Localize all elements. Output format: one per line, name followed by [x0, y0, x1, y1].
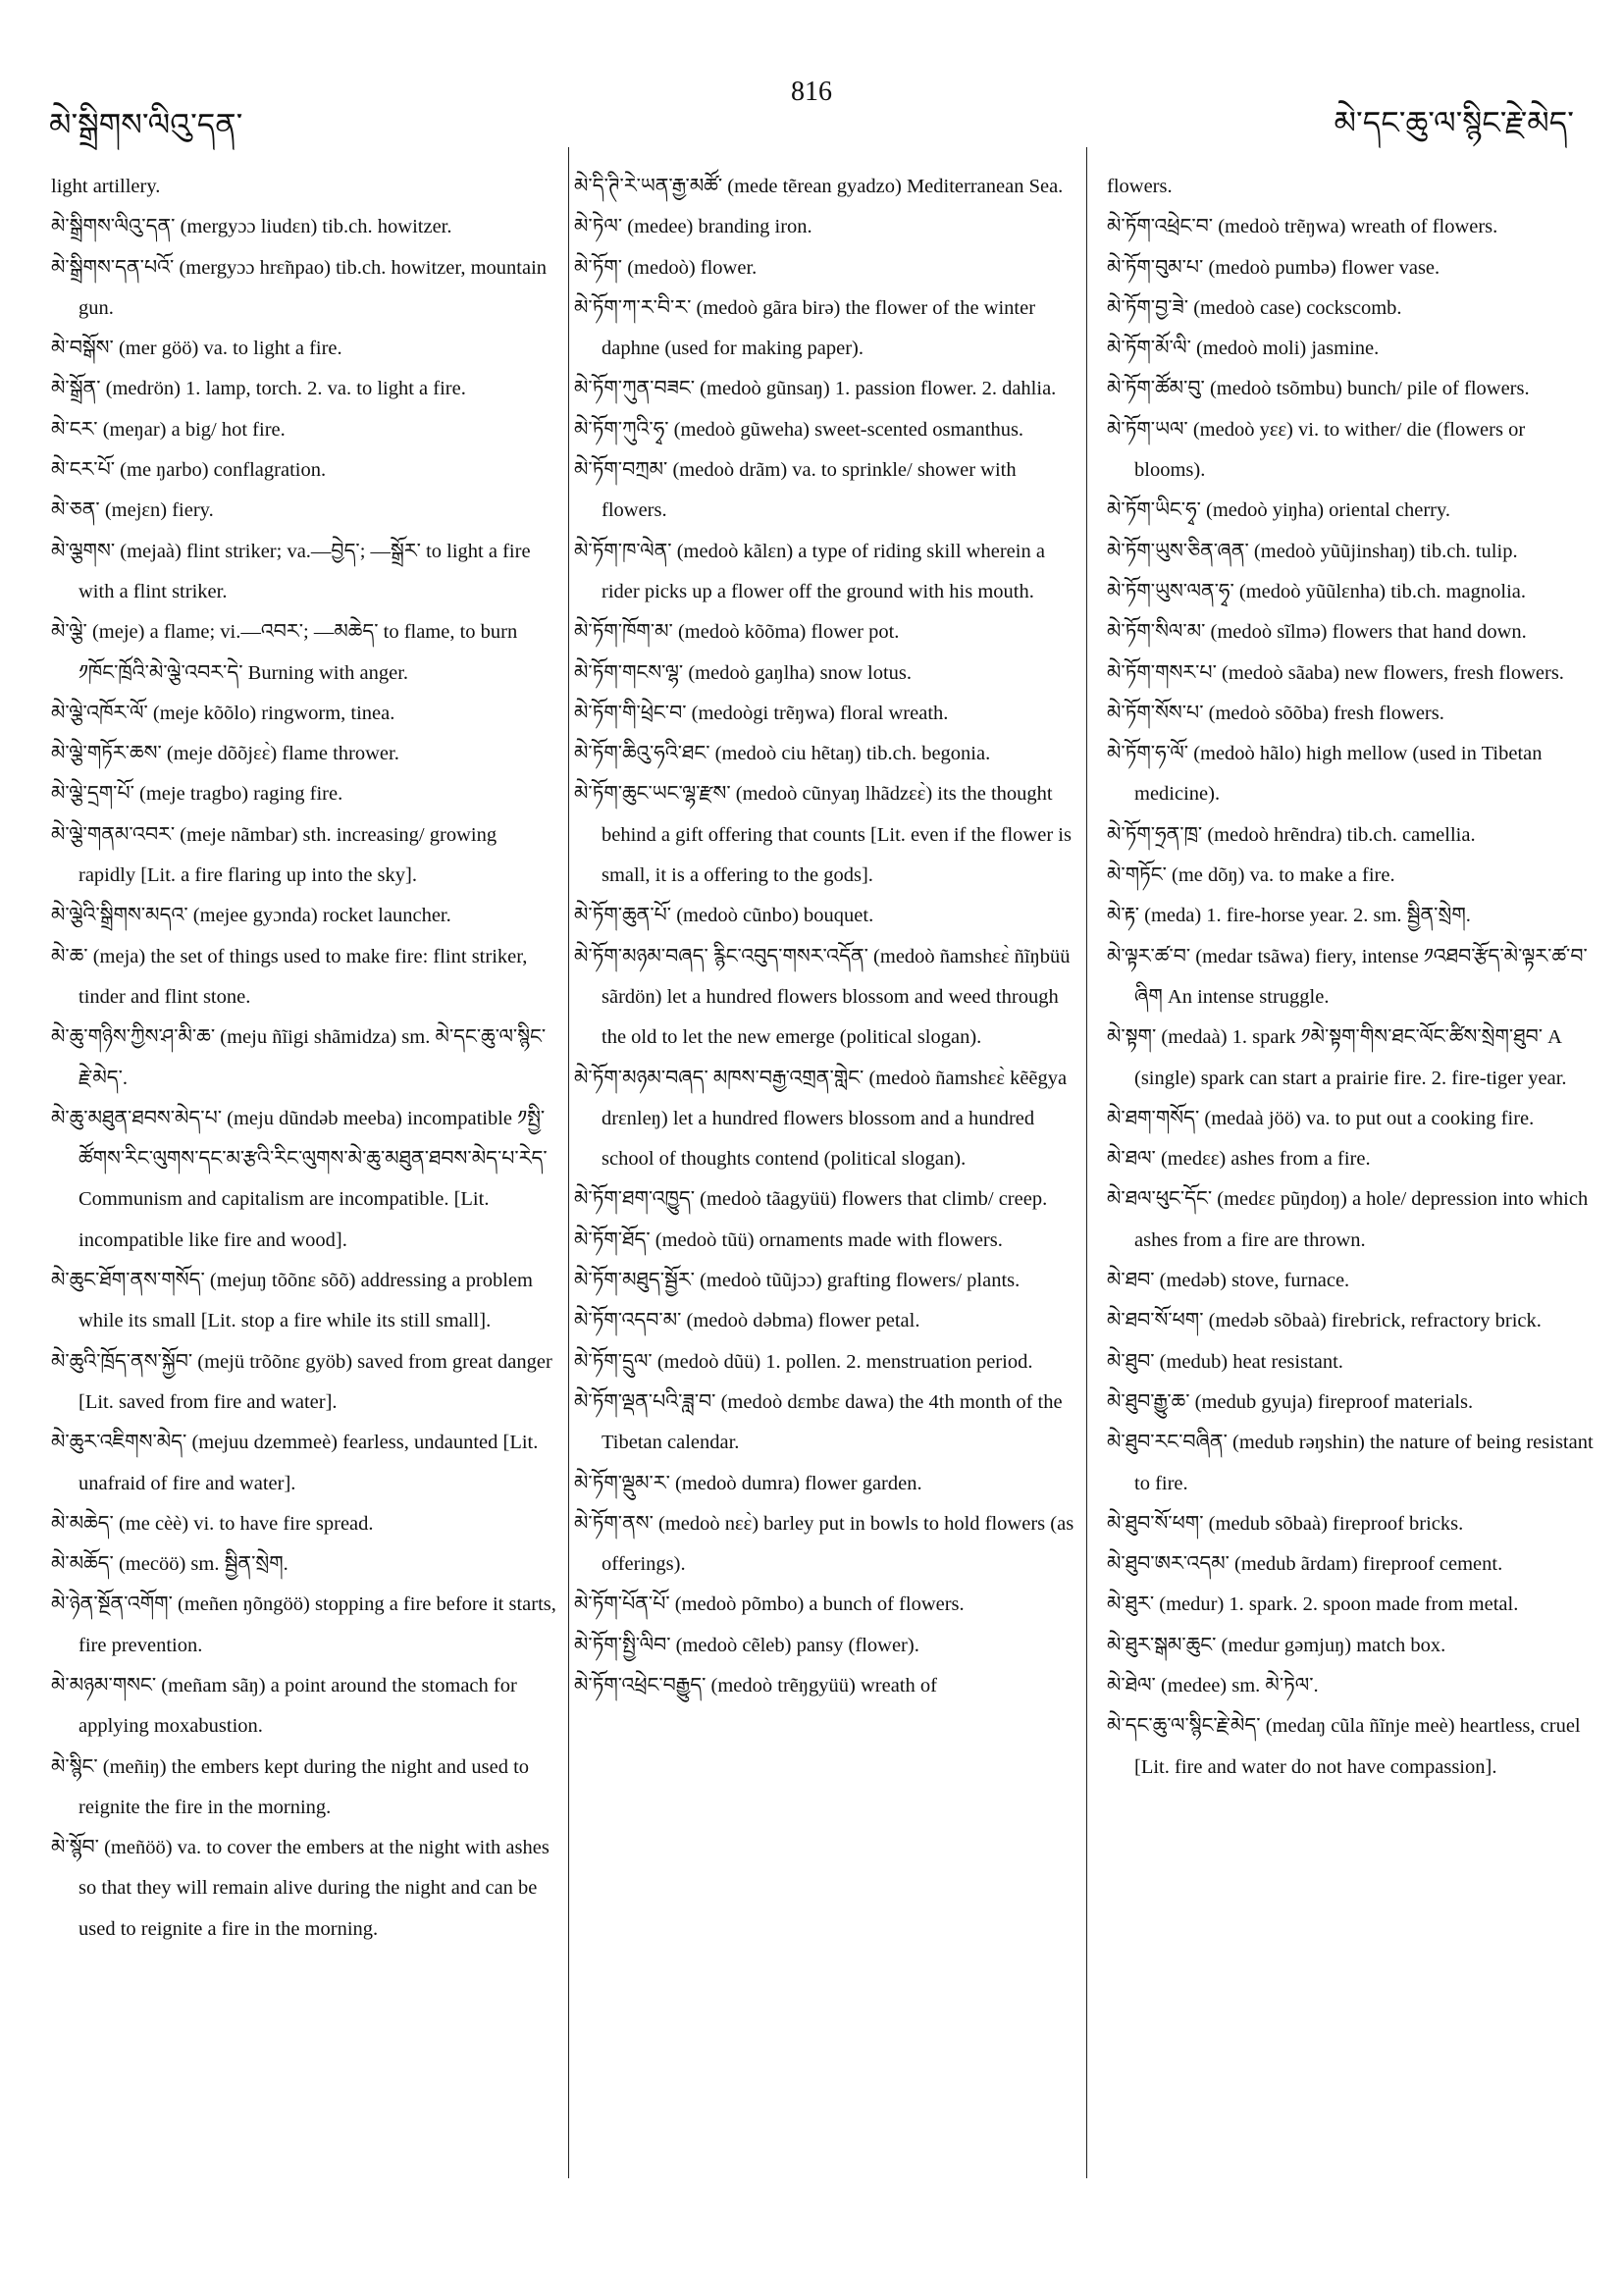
- dictionary-entry: མེ་ཐལ་ཕུང་དོང་ (medɛɛ pũŋdoŋ) a hole/ depression into which ashes from a fire are thrown.: [1107, 1188, 1589, 1251]
- dictionary-entry: མེ་སྟག་ (medaà) 1. spark ༡མེ་སྟག་གིས་ཐང་ལོང་ཚིས་སྲེག་ཐུབ་ A (single) spark can start a prairie fire. 2. fire-tiger year.: [1107, 1026, 1567, 1089]
- dictionary-entry: མེ་ཏོག་ཡུས་ཅིན་ཞན་ (medoò yũũjinshaŋ) tib.ch. tulip.: [1107, 540, 1518, 562]
- dictionary-entry: flowers.: [1107, 176, 1173, 197]
- dictionary-entry: མེ་ཏོག་གི་ཕྲེང་བ་ (medoògi trẽŋwa) floral wreath.: [574, 702, 949, 724]
- page-number: 816: [791, 77, 832, 107]
- dictionary-entry: མེ་ཏོག་ལྡན་པའི་ཟླ་བ་ (medoò dɛmbɛ dawa) the 4th month of the Tibetan calendar.: [574, 1390, 1063, 1454]
- dictionary-entry: མེ་ངར་པོ་ (me ŋarbo) conflagration.: [51, 459, 327, 482]
- dictionary-entry: མེ་ཏོག་ཀ་ར་བི་ར་ (medoò gãra birə) the flower of the winter daphne (used for making paper).: [574, 296, 1036, 360]
- dictionary-entry: མེ་སྙོབ་ (meñöö) va. to cover the embers at the night with ashes so that they will remain alive during the night and can be used to reignite a fire in the morning.: [51, 1837, 550, 1940]
- dictionary-entry: མེ་ཏོག་ཡིང་ཧྭ་ (medoò yiŋha) oriental cherry.: [1107, 499, 1451, 522]
- dictionary-entry: མེ་ངར་ (meŋar) a big/ hot fire.: [51, 418, 286, 441]
- dictionary-entry: མེ་ལྕེ་གནམ་འབར་ (meje nãmbar) sth. increasing/ growing rapidly [Lit. a fire flaring up into the sky].: [51, 823, 497, 887]
- dictionary-entry: མེ་ཏོག་སོས་པ་ (medoò sõõba) fresh flowers.: [1107, 702, 1444, 724]
- dictionary-entry: མེ་ཏོག་བྱ་ཟེ་ (medoò case) cockscomb.: [1107, 296, 1402, 319]
- dictionary-entry: མེ་ཐབ་སོ་ཕག་ (medəb sõbaà) firebrick, refractory brick.: [1107, 1310, 1542, 1332]
- dictionary-entry: མེ་བསྒོས་ (mer göö) va. to light a fire.: [51, 338, 342, 360]
- dictionary-entry: མེ་ཏོག་བཀྲམ་ (medoò drãm) va. to sprinkle/ shower with flowers.: [574, 459, 1017, 522]
- dictionary-entry: མེ་ཏོག་ཀུན་བཟང་ (medoò gũnsaŋ) 1. passion flower. 2. dahlia.: [574, 378, 1057, 400]
- dictionary-entry: མེ་སྒྲོན་ (medrön) 1. lamp, torch. 2. va. to light a fire.: [51, 378, 466, 400]
- dictionary-entry: མེ་ཏོག་ཁ་ལེན་ (medoò kãlɛn) a type of riding skill wherein a rider picks up a flower off the ground with his mouth.: [574, 540, 1045, 602]
- dictionary-entry: མེ་སྒྲིགས་དན་པའོ་ (mergyɔɔ hrɛ̃npao) tib.ch. howitzer, mountain gun.: [51, 256, 548, 319]
- dictionary-entry: མེ་གཏོང་ (me dõŋ) va. to make a fire.: [1107, 864, 1395, 887]
- dictionary-entry: མེ་ཏོག་ཧྲན་ཁྲ་ (medoò hrẽndra) tib.ch. camellia.: [1107, 823, 1476, 846]
- dictionary-entry: མེ་ཆུ་གཉིས་ཀྱིས་ཤ་མི་ཆ་ (meju ñĩigi shãmidza) sm. མེ་དང་ཆུ་ལ་སྙིང་རྗེ་མེད་.: [51, 1026, 547, 1089]
- dictionary-entry: མེ་མཆེད་ (me cèè) vi. to have fire spread.: [51, 1512, 374, 1535]
- dictionary-entry: མེ་ཉེན་སྔོན་འགོག་ (meñen ŋõngöö) stopping a fire before it starts, fire prevention.: [51, 1593, 556, 1656]
- dictionary-entry: མེ་ཐུར་ (medur) 1. spark. 2. spoon made from metal.: [1107, 1593, 1519, 1616]
- dictionary-entry: མེ་ཐག་གསོད་ (medaà jöö) va. to put out a cooking fire.: [1107, 1107, 1535, 1129]
- dictionary-entry: མེ་ལྕེ་གཏོར་ཆས་ (meje dõõjɛɛ̀) flame thrower.: [51, 743, 399, 765]
- dictionary-entry: མེ་ཏོག་འཕྲེང་བ་ (medoò trẽŋwa) wreath of flowers.: [1107, 216, 1498, 238]
- dictionary-entry: མེ་ཆ་ (meja) the set of things used to make fire: flint striker, tinder and flint stone.: [51, 945, 528, 1008]
- dictionary-entry: མེ་ཐུར་སྒམ་ཆུང་ (medur gəmjuŋ) match box.: [1107, 1634, 1446, 1656]
- dictionary-entry: མེ་ཐུབ་ (medub) heat resistant.: [1107, 1350, 1343, 1373]
- dictionary-entry: མེ་ཏོག་ཆིའུ་ཧའི་ཐང་ (medoò ciu hẽtaŋ) tib.ch. begonia.: [574, 743, 991, 765]
- dictionary-entry: མེ་དི་ཊི་རེ་ཡན་རྒྱ་མཚོ་ (mede tẽrean gyadzo) Mediterranean Sea.: [574, 176, 1064, 197]
- dictionary-entry: མེ་མཆོད་ (mecöö) sm. སྦྱིན་སྲེག.: [51, 1553, 288, 1576]
- dictionary-entry: མེ་ཏོག་མཉམ་བཞད་ མཁས་བརྒྱ་འགྲན་གླེང་ (medoò ñamshɛɛ̀ kẽẽgya drɛnleŋ) let a hundred flowers blossom and a hundred school of thoughts contend (political slogan).: [574, 1067, 1068, 1171]
- dictionary-entry: མེ་ཏོག་སྤྱི་ལིབ་ (medoò cẽleb) pansy (flower).: [574, 1634, 919, 1656]
- dictionary-entry: མེ་ཆུང་ཐོག་ནས་གསོད་ (mejuŋ tõõnɛ sõõ) addressing a problem while its small [Lit. stop a fire while its still small].: [51, 1270, 533, 1332]
- dictionary-entry: མེ་ཐུབ་རང་བཞིན་ (medub rəŋshin) the nature of being resistant to fire.: [1107, 1432, 1594, 1494]
- dictionary-entry: light artillery.: [51, 176, 161, 197]
- dictionary-entry: མེ་ཏོག་ནས་ (medoò nɛɛ̀) barley put in bowls to hold flowers (as offerings).: [574, 1512, 1074, 1576]
- dictionary-entry: མེ་ཐབ་ (medəb) stove, furnace.: [1107, 1270, 1350, 1292]
- dictionary-entry: མེ་ཏོག་གངས་ལྷ་ (medoò gaŋlha) snow lotus.: [574, 661, 912, 684]
- dictionary-entry: མེ་ཐུབ་རྒྱུ་ཆ་ (medub gyuja) fireproof materials.: [1107, 1390, 1474, 1413]
- dictionary-entry: མེ་ཏོག་ཐོད་ (medoò tũü) ornaments made with flowers.: [574, 1228, 1003, 1251]
- dictionary-entry: མེ་ཐུབ་སོ་ཕག་ (medub sõbaà) fireproof bricks.: [1107, 1512, 1464, 1535]
- dictionary-entry: མེ་ཏོག་ཀུའི་ཧྭ་ (medoò gũweha) sweet-scented osmanthus.: [574, 418, 1024, 441]
- column-right: [1107, 167, 1597, 1788]
- dictionary-entry: མེ་ཏེལ་ (medee) branding iron.: [574, 216, 812, 238]
- dictionary-entry: མེ་ཏོག་འཕྲེང་བརྒྱུད་ (medoò trẽŋgyüü) wreath of: [574, 1674, 937, 1696]
- dictionary-entry: མེ་ཆུ་མཐུན་ཐབས་མེད་པ་ (meju dũndəb meeba) incompatible ༡སྤྱི་ཚོགས་རིང་ལུགས་དང་མ་རྩའི་རིང་ལུགས་མེ་ཆུ་མཐུན་ཐབས་མེད་པ་རེད་ Communism and capitalism are incompatible. [Lit. incompatible like fire and wood].: [51, 1107, 548, 1251]
- dictionary-entry: མེ་ལྕགས་ (mejaà) flint striker; va.—བྱེད་; —སྒྲོར་ to light a fire with a flint striker.: [51, 540, 531, 602]
- dictionary-entry: མེ་ཏོག་ཐག་འཁྱུད་ (medoò tãagyüü) flowers that climb/ creep.: [574, 1188, 1048, 1211]
- dictionary-entry: མེ་ཏོག་ཡལ་ (medoò yɛɛ) vi. to wither/ die (flowers or blooms).: [1107, 418, 1526, 482]
- dictionary-entry: མེ་ཏོག་མཐུད་སྦྱོར་ (medoò tũũjɔɔ) grafting flowers/ plants.: [574, 1270, 1021, 1292]
- dictionary-entry: མེ་ཆུར་འཇིགས་མེད་ (mejuu dzemmeè) fearless, undaunted [Lit. unafraid of fire and water].: [51, 1432, 539, 1494]
- column-left: [51, 167, 556, 1950]
- dictionary-entry: མེ་ཐེལ་ (medee) sm. མེ་ཏེལ་.: [1107, 1674, 1319, 1696]
- dictionary-entry: མེ་ལྕེ་དྲག་པོ་ (meje tragbo) raging fire.: [51, 783, 343, 806]
- dictionary-entry: མེ་ཅན་ (mejɛn) fiery.: [51, 499, 214, 522]
- dictionary-entry: མེ་ཏོག་འདབ་མ་ (medoò dəbma) flower petal.: [574, 1310, 920, 1332]
- dictionary-entry: མེ་ཏོག་བུམ་པ་ (medoò pumbə) flower vase.: [1107, 256, 1440, 279]
- dictionary-entry: མེ་ཏོག་ཚོམ་བུ་ (medoò tsõmbu) bunch/ pile of flowers.: [1107, 378, 1530, 400]
- dictionary-entry: མེ་ཏོག་སིལ་མ་ (medoò sĩlmə) flowers that hand down.: [1107, 621, 1527, 644]
- column-divider: [1086, 147, 1087, 2178]
- dictionary-entry: མེ་ལྕེའི་སྒྲིགས་མདའ་ (mejee gyɔnda) rocket launcher.: [51, 905, 451, 927]
- dictionary-entry: མེ་རྟ་ (meda) 1. fire-horse year. 2. sm. སྦྱིན་སྲེག.: [1107, 905, 1471, 927]
- dictionary-entry: མེ་ལྕེ་ (meje) a flame; vi.—འབར་; —མཆེད་ to flame, to burn ༡ཁོང་ཁྲོའི་མེ་ལྕེ་འབར་དེ་ Burning with anger.: [51, 621, 518, 684]
- dictionary-entry: མེ་ཏོག་ཆུན་པོ་ (medoò cũnbo) bouquet.: [574, 905, 874, 927]
- dictionary-entry: མེ་སྒྲིགས་ལིའུ་དན་ (mergyɔɔ liudɛn) tib.ch. howitzer.: [51, 216, 452, 238]
- dictionary-entry: མེ་སྙིང་ (meñiŋ) the embers kept during the night and used to reignite the fire in the morning.: [51, 1755, 530, 1818]
- dictionary-entry: མེ་དང་ཆུ་ལ་སྙིང་རྗེ་མེད་ (medaŋ cũla ñĩnje meè) heartless, cruel [Lit. fire and water do not have compassion].: [1107, 1715, 1581, 1778]
- dictionary-entry: མེ་མཉམ་གསང་ (meñam sãŋ) a point around the stomach for applying moxabustion.: [51, 1674, 517, 1738]
- dictionary-entry: མེ་ཏོག་ལྡུམ་ར་ (medoò dumra) flower garden.: [574, 1472, 922, 1494]
- dictionary-entry: མེ་ཏོག་པོན་པོ་ (medoò põmbo) a bunch of flowers.: [574, 1593, 965, 1616]
- dictionary-entry: མེ་ཏོག་ཆུང་ཡང་ལྷ་རྫས་ (medoò cũnyaŋ lhãdzɛɛ̀) its the thought behind a gift offering that counts [Lit. even if the flower is small, it is a offering to the gods].: [574, 783, 1072, 887]
- dictionary-entry: མེ་ཏོག་དྲུལ་ (medoò dũü) 1. pollen. 2. menstruation period.: [574, 1350, 1033, 1373]
- dictionary-entry: མེ་ཐལ་ (medɛɛ) ashes from a fire.: [1107, 1148, 1371, 1171]
- running-head-left: མེ་སྒྲིགས་ལིའུ་དན་: [49, 107, 243, 142]
- dictionary-entry: མེ་ལྟར་ཚ་བ་ (medar tsãwa) fiery, intense ༡འཐབ་རྩོད་མེ་ལྟར་ཚ་བ་ཞིག An intense struggle.: [1107, 945, 1588, 1008]
- column-divider: [568, 147, 569, 2178]
- running-head-right: མེ་དང་ཆུ་ལ་སྙིང་རྗེ་མེད་: [1334, 105, 1574, 140]
- column-middle: [574, 167, 1084, 1706]
- dictionary-entry: མེ་ཆུའི་ཁྲོད་ནས་སྐྱོབ་ (mejü trõõnɛ gyöb) saved from great danger [Lit. saved from fire and water].: [51, 1350, 552, 1413]
- dictionary-entry: མེ་ཏོག་མཉམ་བཞད་ རྙིང་འབུད་གསར་འདོན་ (medoò ñamshɛɛ̀ ñĩŋbüü sãrdön) let a hundred flowers blossom and weed through the old to let the new emerge (political slogan).: [574, 945, 1071, 1049]
- dictionary-entry: མེ་ཐུབ་ཨར་འདམ་ (medub ãrdam) fireproof cement.: [1107, 1553, 1503, 1576]
- dictionary-entry: མེ་ཏོག་ (medoò) flower.: [574, 256, 758, 279]
- dictionary-entry: མེ་ཏོག་གསར་པ་ (medoò sãaba) new flowers, fresh flowers.: [1107, 661, 1564, 684]
- dictionary-entry: མེ་ཏོག་ཧ་ལོ་ (medoò hãlo) high mellow (used in Tibetan medicine).: [1107, 743, 1543, 806]
- dictionary-entry: མེ་ཏོག་ཁོག་མ་ (medoò kõõma) flower pot.: [574, 621, 900, 644]
- dictionary-entry: མེ་ཏོག་མོ་ལི་ (medoò moli) jasmine.: [1107, 338, 1380, 360]
- dictionary-entry: མེ་ལྕེ་འཁོར་ལོ་ (meje kõõlo) ringworm, tinea.: [51, 702, 395, 724]
- dictionary-entry: མེ་ཏོག་ཡུས་ལན་ཧྭ་ (medoò yũũlɛnha) tib.ch. magnolia.: [1107, 580, 1526, 602]
